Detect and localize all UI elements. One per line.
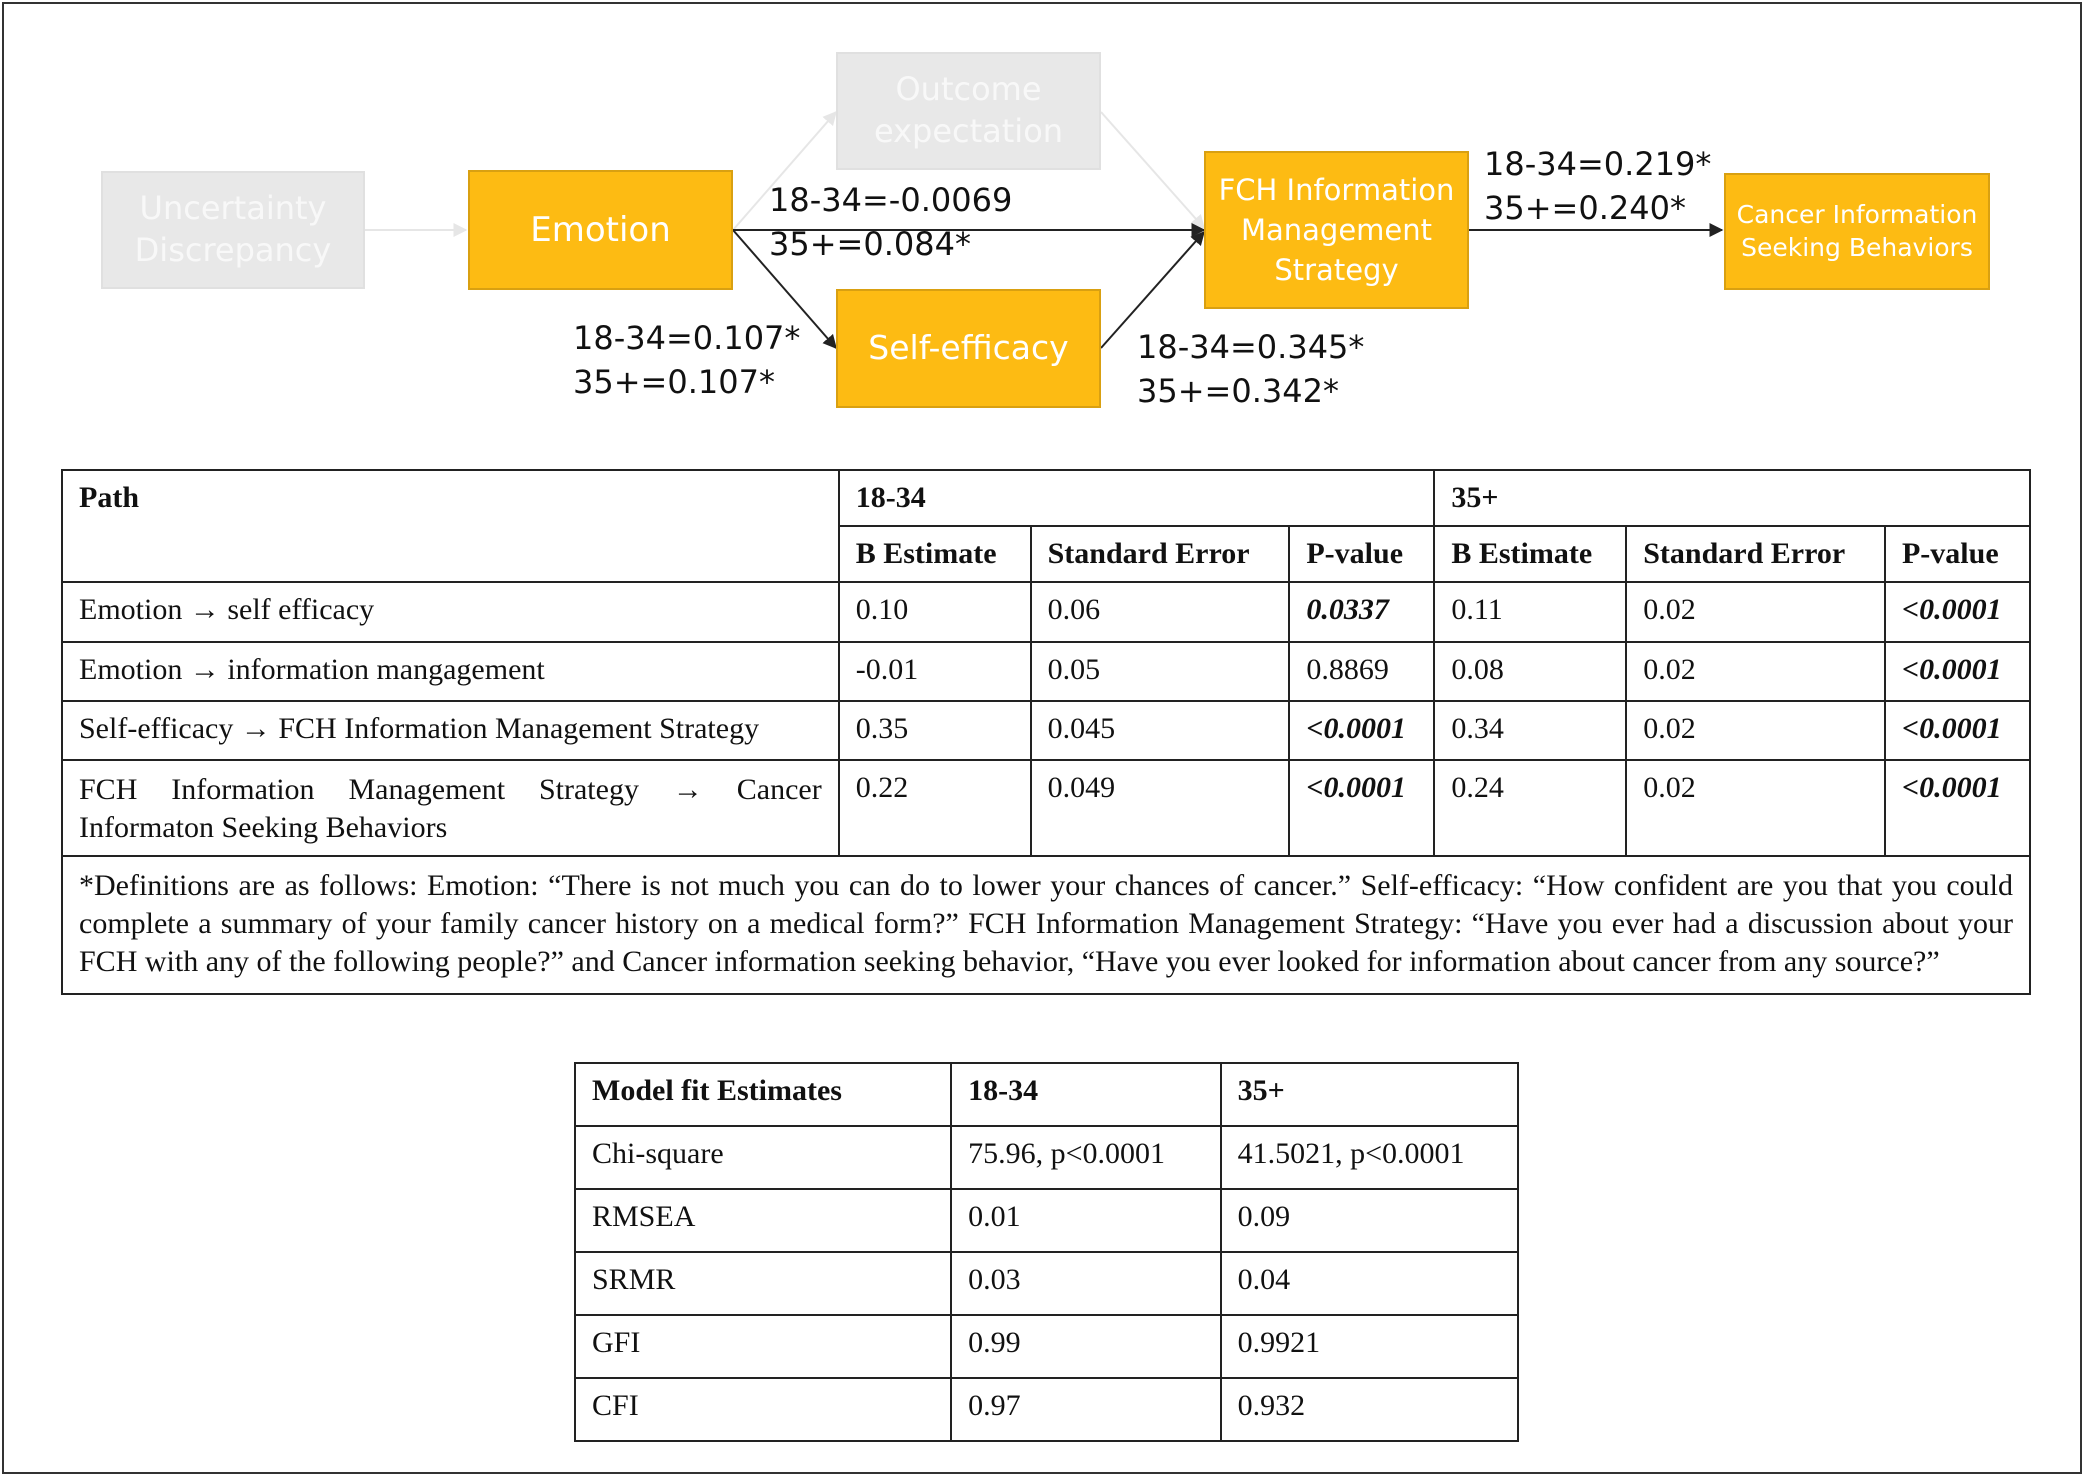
cell-p-value: <0.0001 <box>1885 701 2030 760</box>
arrow-outcome-fch <box>1101 112 1204 228</box>
label-emotion-self: 18-34=0.107* 35+=0.107* <box>573 319 801 402</box>
cell-standard-error: 0.02 <box>1626 760 1885 856</box>
cell-p-value: 0.0337 <box>1289 582 1434 642</box>
fit-value: 0.01 <box>951 1189 1221 1252</box>
cell-standard-error: 0.045 <box>1031 701 1290 760</box>
cell-b-estimate: 0.24 <box>1434 760 1626 856</box>
fit-metric: CFI <box>575 1378 951 1441</box>
row-path: FCH Information Management Strategy → Cancer Informaton Seeking Behaviors <box>62 760 839 856</box>
header-group-35-plus: 35+ <box>1434 470 2030 526</box>
subheader-standard-error: Standard Error <box>1626 526 1885 582</box>
cell-b-estimate: 0.34 <box>1434 701 1626 760</box>
path-estimates-table <box>61 469 2031 995</box>
cell-standard-error: 0.02 <box>1626 582 1885 642</box>
table-row <box>62 642 2030 701</box>
table-row <box>575 1252 1518 1315</box>
cell-b-estimate: 0.22 <box>839 760 1031 856</box>
subheader-p-value: P-value <box>1885 526 2030 582</box>
fit-metric: SRMR <box>575 1252 951 1315</box>
cell-p-value: <0.0001 <box>1885 582 2030 642</box>
cell-standard-error: 0.02 <box>1626 701 1885 760</box>
cell-b-estimate: -0.01 <box>839 642 1031 701</box>
path-diagram <box>0 0 2088 440</box>
fit-value: 75.96, p<0.0001 <box>951 1126 1221 1189</box>
node-outcome-expectation: Outcome expectation <box>836 52 1101 170</box>
cell-b-estimate: 0.10 <box>839 582 1031 642</box>
header-path: Path <box>62 470 839 582</box>
definitions-row <box>62 856 2030 994</box>
cell-p-value: 0.8869 <box>1289 642 1434 701</box>
fit-value: 0.09 <box>1221 1189 1518 1252</box>
definitions-note: *Definitions are as follows: Emotion: “There is not much you can do to lower your chances of cancer.” Self-efficacy: “How confident are you that you could complete a summary of your family cancer history on a medical form?” FCH Information Management Strategy: “Have you ever had a discussion about your FCH with any of the following people?” and Cancer information seeking behavior, “Have you ever looked for information about cancer from any source?” <box>62 856 2030 994</box>
label-emotion-fch: 18-34=-0.0069 35+=0.084* <box>769 181 1013 264</box>
table-row <box>575 1126 1518 1189</box>
table-row <box>575 1189 1518 1252</box>
cell-b-estimate: 0.35 <box>839 701 1031 760</box>
node-emotion: Emotion <box>468 170 733 290</box>
node-uncertainty-discrepancy: Uncertainty Discrepancy <box>101 171 365 289</box>
node-cancer-seeking: Cancer Information Seeking Behaviors <box>1724 173 1990 290</box>
fit-value: 0.9921 <box>1221 1315 1518 1378</box>
cell-standard-error: 0.049 <box>1031 760 1290 856</box>
fit-value: 0.932 <box>1221 1378 1518 1441</box>
cell-standard-error: 0.05 <box>1031 642 1290 701</box>
fit-metric: RMSEA <box>575 1189 951 1252</box>
subheader-b-estimate: B Estimate <box>839 526 1031 582</box>
cell-standard-error: 0.02 <box>1626 642 1885 701</box>
label-fch-cancer: 18-34=0.219* 35+=0.240* <box>1484 145 1712 228</box>
table-row <box>575 1315 1518 1378</box>
fit-metric: Chi-square <box>575 1126 951 1189</box>
table-row <box>62 760 2030 856</box>
header-35-plus: 35+ <box>1221 1063 1518 1126</box>
fit-value: 0.99 <box>951 1315 1221 1378</box>
header-group-18-34: 18-34 <box>839 470 1435 526</box>
cell-standard-error: 0.06 <box>1031 582 1290 642</box>
table-row <box>62 582 2030 642</box>
fit-value: 41.5021, p<0.0001 <box>1221 1126 1518 1189</box>
table-row <box>62 701 2030 760</box>
cell-p-value: <0.0001 <box>1289 760 1434 856</box>
subheader-standard-error: Standard Error <box>1031 526 1290 582</box>
cell-p-value: <0.0001 <box>1289 701 1434 760</box>
label-self-fch: 18-34=0.345* 35+=0.342* <box>1137 328 1365 411</box>
cell-p-value: <0.0001 <box>1885 760 2030 856</box>
cell-p-value: <0.0001 <box>1885 642 2030 701</box>
row-path: Self-efficacy → FCH Information Management Strategy <box>62 701 839 760</box>
node-self-efficacy: Self-efficacy <box>836 289 1101 408</box>
fit-metric: GFI <box>575 1315 951 1378</box>
node-fch-strategy: FCH Information Management Strategy <box>1204 151 1469 309</box>
model-fit-table <box>574 1062 1519 1442</box>
fit-value: 0.97 <box>951 1378 1221 1441</box>
cell-b-estimate: 0.11 <box>1434 582 1626 642</box>
row-path: Emotion → self efficacy <box>62 582 839 642</box>
fit-value: 0.03 <box>951 1252 1221 1315</box>
row-path: Emotion → information mangagement <box>62 642 839 701</box>
cell-b-estimate: 0.08 <box>1434 642 1626 701</box>
fit-value: 0.04 <box>1221 1252 1518 1315</box>
subheader-b-estimate: B Estimate <box>1434 526 1626 582</box>
header-18-34: 18-34 <box>951 1063 1221 1126</box>
table-row <box>575 1378 1518 1441</box>
subheader-p-value: P-value <box>1289 526 1434 582</box>
header-model-fit: Model fit Estimates <box>575 1063 951 1126</box>
